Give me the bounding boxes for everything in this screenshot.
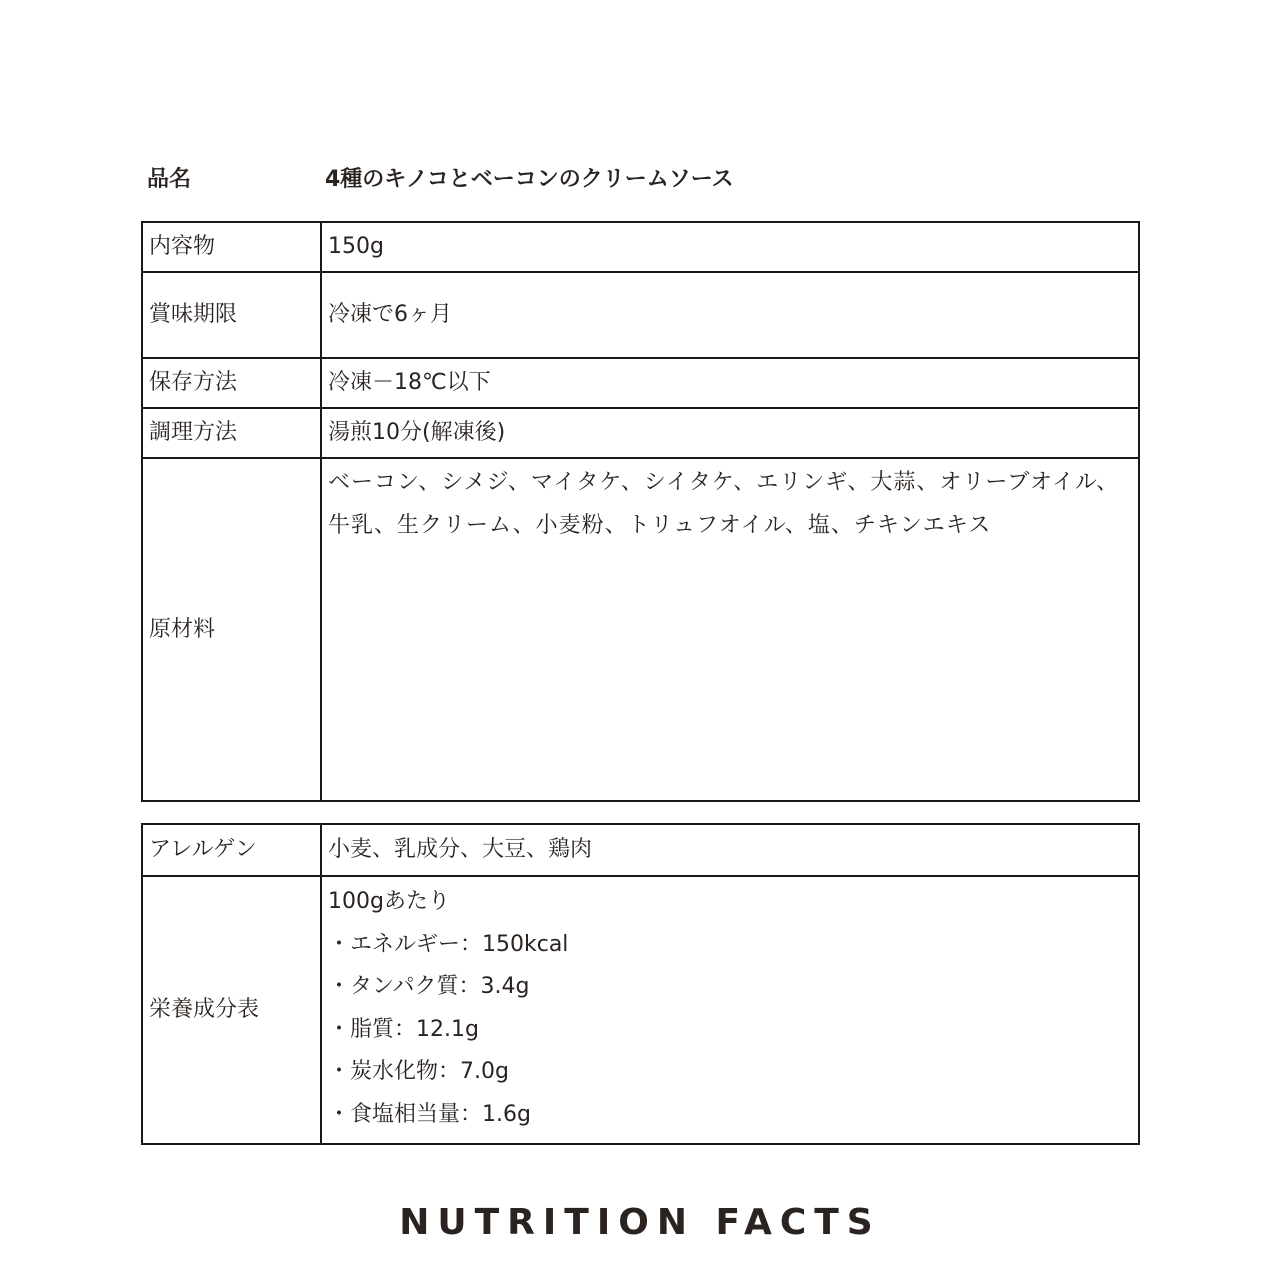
table-row [142, 222, 1139, 272]
storage-method-label: 保存方法 [142, 358, 321, 408]
nutrition-facts-title: NUTRITION FACTS [399, 1202, 881, 1243]
storage-method-value: 冷凍－18℃以下 [321, 358, 1139, 408]
allergen-label: アレルゲン [142, 824, 321, 876]
nutrition-basis: 100gあたり [328, 889, 450, 914]
content-volume-value: 150g [321, 222, 1139, 272]
best-before-value: 冷凍で6ヶ月 [321, 272, 1139, 358]
nutrition-values [321, 876, 1139, 1144]
cooking-method-value: 湯煎10分(解凍後) [321, 408, 1139, 458]
content-volume-label: 内容物 [142, 222, 321, 272]
table-row [142, 458, 1139, 801]
allergen-value: 小麦、乳成分、大豆、鶏肉 [321, 824, 1139, 876]
cooking-method-label: 調理方法 [142, 408, 321, 458]
ingredients-value: ベーコン、シメジ、マイタケ、シイタケ、エリンギ、大蒜、オリーブオイル、牛乳、生クリーム、小麦粉、トリュフオイル、塩、チキンエキス [321, 458, 1139, 801]
table-row [142, 876, 1139, 1144]
table-row [142, 358, 1139, 408]
ingredients-label: 原材料 [142, 458, 321, 801]
table-row [142, 824, 1139, 876]
nutrition-protein: ・タンパク質：3.4g [328, 974, 530, 999]
nutrition-energy: ・エネルギー：150kcal [328, 931, 569, 957]
product-name: 4種のキノコとベーコンのクリームソース [325, 167, 734, 192]
nutrition-carbohydrate: ・炭水化物：7.0g [328, 1059, 509, 1084]
nutrition-salt: ・食塩相当量：1.6g [328, 1101, 531, 1127]
product-spec-table [141, 221, 1140, 802]
product-header [147, 160, 1137, 200]
table-row [142, 272, 1139, 358]
nutrition-fat: ・脂質：12.1g [328, 1016, 479, 1042]
best-before-label: 賞味期限 [142, 272, 321, 358]
allergen-nutrition-table [141, 823, 1140, 1145]
table-row [142, 408, 1139, 458]
product-name-label: 品名 [147, 167, 192, 192]
nutrition-label: 栄養成分表 [142, 876, 321, 1144]
